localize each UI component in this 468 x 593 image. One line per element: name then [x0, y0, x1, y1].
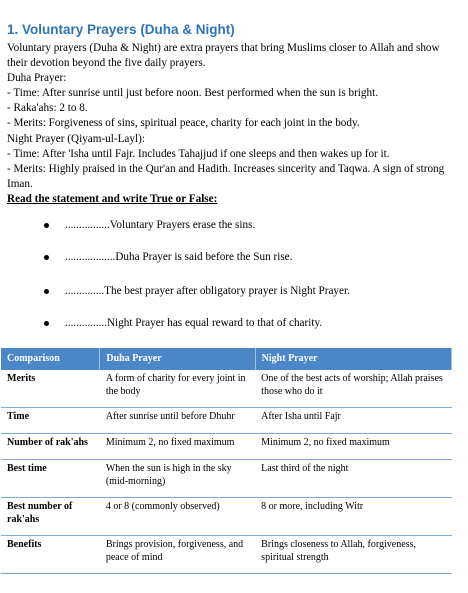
- bullet-icon: [44, 255, 49, 260]
- header-duha: Duha Prayer: [100, 348, 255, 370]
- instruction-text: Read the statement and write True or False:: [7, 192, 218, 205]
- body-text: [7, 41, 447, 207]
- row-label: Benefits: [1, 536, 100, 574]
- list-item: [44, 285, 350, 297]
- statement-text: Night Prayer has equal reward to that of charity.: [106, 317, 323, 329]
- night-cell: After Isha until Fajr: [255, 408, 451, 434]
- section-heading: 1. Voluntary Prayers (Duha & Night): [7, 22, 235, 37]
- statement-text: Duha Prayer is said before the Sun rise.: [115, 251, 293, 263]
- table-row: [1, 370, 452, 408]
- row-label: Merits: [1, 370, 100, 408]
- night-cell: Minimum 2, no fixed maximum: [255, 434, 451, 460]
- list-item: [44, 251, 292, 263]
- duha-cell: After sunrise until before Dhuhr: [100, 408, 255, 434]
- answer-blank: ..............: [65, 285, 105, 297]
- header-comparison: Comparison: [1, 348, 100, 370]
- duha-cell: 4 or 8 (commonly observed): [100, 498, 255, 536]
- night-subheading: Night Prayer (Qiyam-ul-Layl):: [7, 132, 145, 145]
- row-label: Time: [1, 408, 100, 434]
- header-night: Night Prayer: [255, 348, 451, 370]
- row-label: Best number of rak'ahs: [1, 498, 100, 536]
- bullet-icon: [44, 321, 49, 326]
- row-label: Number of rak'ahs: [1, 434, 100, 460]
- answer-blank: ................: [65, 219, 110, 231]
- night-cell: 8 or more, including Witr: [255, 498, 451, 536]
- table-row: [1, 536, 452, 574]
- duha-cell: A form of charity for every joint in the body: [100, 370, 255, 408]
- table-row: [1, 460, 452, 498]
- row-label: Best time: [1, 460, 100, 498]
- table-row: [1, 408, 452, 434]
- bullet-icon: [44, 223, 49, 228]
- night-merits: - Merits: Highly praised in the Qur'an and Hadith. Increases sincerity and Taqwa. A sign of strong Iman.: [7, 162, 445, 190]
- answer-blank: ..................: [65, 251, 116, 263]
- duha-cell: Brings provision, forgiveness, and peace of mind: [100, 536, 255, 574]
- duha-cell: When the sun is high in the sky (mid-morning): [100, 460, 255, 498]
- night-time: - Time: After 'Isha until Fajr. Includes Tahajjud if one sleeps and then wakes up for it.: [7, 147, 390, 160]
- list-item: [44, 317, 322, 329]
- duha-merits: - Merits: Forgiveness of sins, spiritual peace, charity for each joint in the body.: [7, 117, 360, 130]
- night-cell: Brings closeness to Allah, forgiveness, spiritual strength: [255, 536, 451, 574]
- night-cell: One of the best acts of worship; Allah praises those who do it: [255, 370, 451, 408]
- answer-blank: ...............: [65, 317, 107, 329]
- bullet-icon: [44, 289, 49, 294]
- night-cell: Last third of the night: [255, 460, 451, 498]
- intro-paragraph: Voluntary prayers (Duha & Night) are extra prayers that bring Muslims closer to Allah and show their devotion beyond the five daily prayers.: [7, 42, 440, 70]
- statement-text: The best prayer after obligatory prayer is Night Prayer.: [104, 285, 350, 297]
- table-row: [1, 434, 452, 460]
- table-row: [1, 498, 452, 536]
- duha-subheading: Duha Prayer:: [7, 72, 67, 85]
- statement-text: Voluntary Prayers erase the sins.: [109, 219, 256, 231]
- duha-time: - Time: After sunrise until just before noon. Best performed when the sun is bright.: [7, 87, 379, 100]
- list-item: [44, 219, 255, 231]
- table-header-row: [1, 348, 452, 370]
- duha-rakahs: - Raka'ahs: 2 to 8.: [7, 102, 88, 115]
- comparison-table: [1, 348, 452, 574]
- duha-cell: Minimum 2, no fixed maximum: [100, 434, 255, 460]
